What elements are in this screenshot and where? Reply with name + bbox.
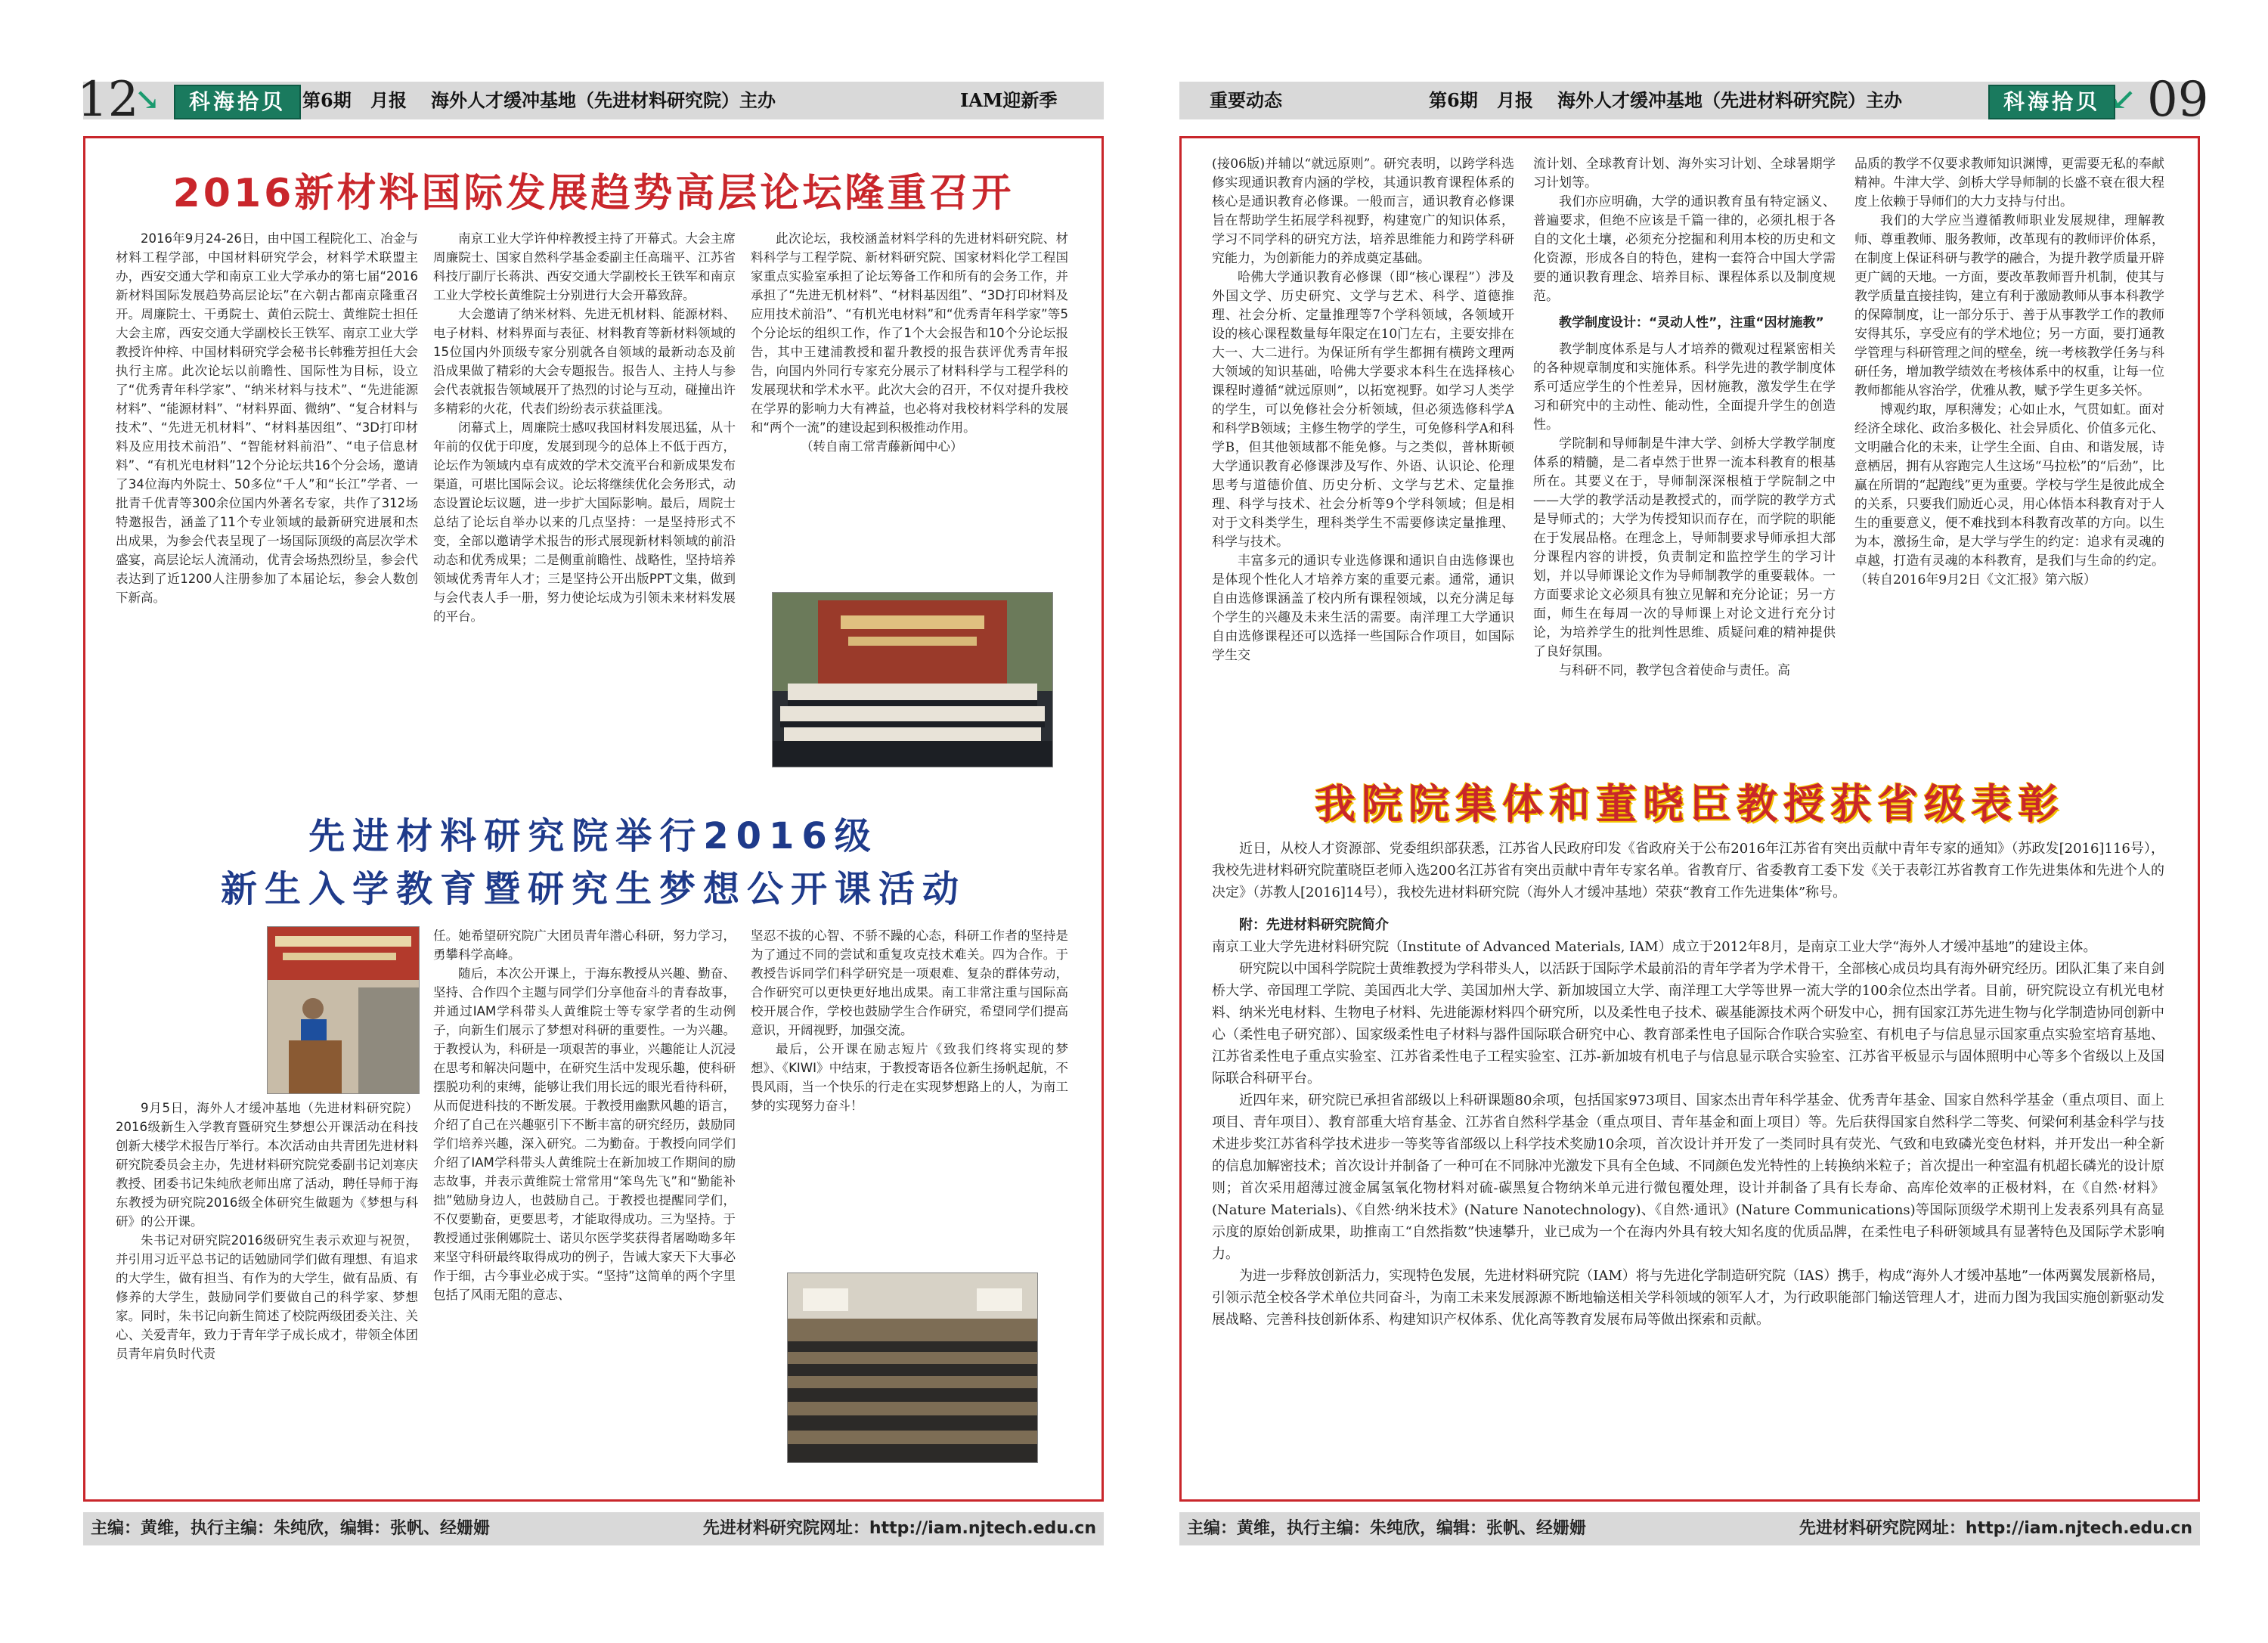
paragraph: 我们亦应明确，大学的通识教育虽有特定涵义、普遍要求，但绝不应该是千篇一律的，必须扎根于各自的文化土壤，必须充分挖掘和利用本校的历史和文化资源，形成各自的特色，建构一套符合中国大学需要的通识教育理念、培养目标、课程体系以及制度规范。 (1533, 194, 1836, 304)
article-column (433, 229, 736, 894)
header-type: 月报 (1497, 89, 1533, 111)
paragraph: 为进一步释放创新活力，实现特色发展，先进材料研究院（IAM）将与先进化学制造研究院（IAS）携手，构成“海外人才缓冲基地”一体两翼发展新格局，引领示范全校各学术单位共同奋斗，为南工未来发展源源不断地输送相关学科领域的领军人才，为行政职能部门输送管理人才，进而力图为我国实施创新驱动发展战略、完善科技创新体系、构建知识产权体系、优化高等教育发展布局等做出探索和贡献。 (1212, 1268, 2164, 1328)
paragraph: 丰富多元的通识专业选修课和通识自由选修课也是体现个性化人才培养方案的重要元素。通常，通识自由选修课涵盖了校内所有课程领域，以充分满足每个学生的兴趣及未来生活的需要。南洋理工大学通识自由选修课程还可以选择一些国际合作项目，如国际学生交 (1212, 553, 1514, 663)
paragraph: 任。她希望研究院广大团员青年潜心科研，努力学习，勇攀科学高峰。 (433, 928, 736, 962)
article-column (116, 229, 418, 894)
lecture-hall-photo (787, 1273, 1038, 1463)
left-page (77, 0, 1172, 1638)
footer-editors: 主编：黄维，执行主编：朱纯欣，编辑：张帆、经姗姗 (91, 1519, 491, 1538)
lecture-speaker-photo (267, 926, 420, 1094)
paragraph: 研究院以中国科学院院士黄维教授为学科带头人，以活跃于国际学术最前沿的青年学者为学术骨干，全部核心成员均具有海外研究经历。团队汇集了来自剑桥大学、帝国理工学院、美国西北大学、美国加州大学、新加坡国立大学、南洋理工大学等世界一流大学的100余位杰出学者。目前，研究院设立有机光电材料、纳米光电材料、生物电子材料、先进能源材料四个研究所，以及柔性电子技术、碳基能源技术两个研发中心，拥有国家江苏先进生物与化学制造协同创新中心（柔性电子研究部）、国家级柔性电子材料与器件国际联合研究中心、教育部柔性电子国际合作联合实验室、有机电子与信息显示国家重点实验室培育基地、江苏省柔性电子重点实验室、江苏省柔性电子工程实验室、江苏-新加坡有机电子与信息显示联合实验室、江苏省平板显示与固体照明中心等多个省级以上及国际联合科研平台。 (1212, 961, 2164, 1087)
paragraph: 与科研不同，教学包含着使命与责任。高 (1559, 663, 1790, 678)
section-tab: 科海拾贝 (174, 85, 301, 119)
paragraph: 2016年9月24-26日，由中国工程院化工、冶金与材料工程学部，中国材料研究学会，材料学术联盟主办，西安交通大学和南京工业大学承办的第七届“2016新材料国际发展趋势高层论坛”在六朝古都南京隆重召开。周廉院士、干勇院士、黄伯云院士、黄维院士担任大会主席，西安交通大学副校长王铁军、南京工业大学教授许仲梓、中国材料研究学会秘书长韩雅芳担任大会执行主席。此次论坛以前瞻性、国际性为目标，设立了“优秀青年科学家”、“纳米材料与技术”、“先进能源材料”、“能源材料”、“材料界面、微纳”、“复合材料与技术”、“先进无机材料”、“材料基因组”、“3D打印材料及应用技术前沿”、“智能材料前沿”、“电子信息材料”、“有机光电材料”12个分论坛共16个分会场，邀请了34位海内外院士、50多位“千人”和“长江”学者、一批青千优青等300余位国内外著名专家，共作了312场特邀报告，涵盖了11个专业领域的最新研究进展和杰出成果，为参会代表呈现了一场国际顶级的高层次学术盛宴，高层论坛人流涌动，优青会场热烈纷呈，参会代表达到了近1200人注册参加了本届论坛，参会人数创下新高。 (116, 231, 418, 605)
paragraph: 闭幕式上，周廉院士感叹我国材料发展迅猛，从十年前的仅优于印度，发展到现今的总体上不低于西方，论坛作为领域内卓有成效的学术交流平台和新成果发布渠道，可堪比国际会议。论坛将继续优化会务形式，动态设置论坛议题，进一步扩大国际影响。最后，周院士总结了论坛自举办以来的几点坚持：一是坚持形式不变，全部以邀请学术报告的形式展现新材料领域的前沿动态和优秀成果；二是侧重前瞻性、战略性，坚持培养领域优秀青年人才；三是坚持公开出版PPT文集，做到与会代表人手一册，努力使论坛成为引领未来材料发展的平台。 (433, 420, 736, 624)
article-title: 我院院集体和董晓臣教授获省级表彰 (1315, 780, 2065, 828)
footer-bar (83, 1512, 1104, 1545)
footer-website[interactable]: 先进材料研究院网址：http://iam.njtech.edu.cn (702, 1519, 1096, 1538)
paragraph: 教学制度体系是与人才培养的微观过程紧密相关的各种规章制度和实施体系。科学先进的教学制度体系可适应学生的个性差异，因材施教，激发学生在学习和研究中的主动性、能动性，全面提升学生的创造性。 (1533, 342, 1836, 432)
paragraph: 朱书记对研究院2016级研究生表示欢迎与祝贺，并引用习近平总书记的话勉励同学们做有理想、有追求的大学生，做有担当、有作为的大学生，做有品质、有修养的大学生，鼓励同学们要做自己的科学家、梦想家。同时，朱书记向新生简述了校院两级团委关注、关心、关爱青年，致力于青年学子成长成才，带领全体团员青年肩负时代责 (116, 1233, 418, 1361)
paragraph: 博观约取，厚积薄发；心如止水，气贯如虹。面对经济全球化、政治多极化、社会异质化、价值多元化、文明融合化的未来，让学生全面、自由、和谐发展，诗意栖居，拥有从容跑完人生这场“马拉松”的“后劲”，比赢在所谓的“起跑线”更为重要。学校与学生是彼此成全的关系，只要我们励近心灵，用心体悟本科教育对于人生的重要意义，便不难找到本科教育改革的方向。以生为本，激扬生命，是大学与学生的约定：追求有灵魂的卓越，打造有灵魂的本科教育，是我们与生命的约定。（转自2016年9月2日《文汇报》第六版） (1854, 402, 2164, 587)
article-column (1854, 155, 2164, 737)
paragraph: 近四年来，研究院已承担省部级以上科研课题80余项，包括国家973项目、国家杰出青年科学基金、优秀青年基金、国家自然科学基金（重点项目、面上项目、青年项目）、教育部重大培育基金、江苏省自然科学基金（重点项目、青年基金和面上项目）等。先后获得国家自然科学二等奖、何梁何利基金科学与技术进步奖江苏省科学技术进步一等奖等省部级以上科学技术奖励10余项，首次设计并开发了一类同时具有荧光、气致和电致磷光变色材料，并开发出一种全新的信息加解密技术；首次设计并制备了一种可在不同脉冲光激发下具有全色域、不同颜色发光特性的上转换纳米粒子；首次提出一种室温有机超长磷光的设计原则；首次采用超薄过渡金属氢氧化物材料对硫-碳黑复合物纳米单元进行微包覆处理，设计并制备了具有长寿命、高库伦效率的正极材料，在《自然·材料》(Nature Materials)、《自然·纳米技术》(Nature Nanotechnology)、《自然·通讯》(Nature Communications)等国际顶级学术期刊上发表系列具有高显示度的原始创新成果，助推南工“自然指数”快速攀升，业已成为一个在海内外具有较大知名度的优质品牌，在柔性电子科研领域具有显著特色及国际学术影响力。 (1212, 1093, 2164, 1262)
article-body (1212, 838, 2164, 1488)
article-column (751, 229, 1068, 577)
paragraph: 哈佛大学通识教育必修课（即“核心课程”）涉及外国文学、历史研究、文学与艺术、科学、道德推理、社会分析、定量推理等7个学科领域，各领域开设的核心课程数量每年限定在10门左右，主要安排在大一、大二进行。为保证所有学生都拥有横跨文理两大领域的知识基础，哈佛大学要求本科生在选择核心课程时遵循“就远原则”，以拓宽视野。如学习人类学的学生，可以免修社会分析领域，但必须选修科学A和科学B领域；主修生物学的学生，可免修科学A和科学B，但其他领域都不能免修。与之类似，普林斯顿大学通识教育必修课涉及写作、外语、认识论、伦理思考与道德价值、历史分析、文学与艺术、定量推理、科学与技术、社会分析等9个学科领域；但是相对于文科类学生，理科类学生不需要修读定量推理、科学与技术。 (1212, 270, 1514, 550)
paragraph: 品质的教学不仅要求教师知识渊博，更需要无私的奉献精神。牛津大学、剑桥大学导师制的长盛不衰在很大程度上依赖于导师们的大力支持与付出。 (1854, 157, 2164, 209)
annex-title: 附：先进材料研究院简介 (1239, 917, 1389, 933)
arrow-down-left-icon: ↙ (2111, 82, 2136, 117)
page-number: 12 (77, 72, 139, 128)
paragraph: 我们的大学应当遵循教师职业发展规律，理解教师、尊重教师、服务教师，改革现有的教师评价体系，在制度上保证科研与教学的融合，为提升教学质量开辟更广阔的天地。一方面，要改革教师晋升机制，使其与教学质量直接挂钩，建立有利于激励教师从事本科教学的保障制度，让一部分乐于、善于从事教学工作的教师安得其乐，享受应有的学术地位；另一方面，要打通教学管理与科研管理之间的壁垒，统一考核教学任务与科研任务，增加教学绩效在考核体系中的权重，让每一位教师都能从容治学，优雅从教，赋予学生更多关怀。 (1854, 213, 2164, 398)
right-page (1179, 0, 2268, 1638)
paragraph: 近日，从校人才资源部、党委组织部获悉，江苏省人民政府印发《省政府关于公布2016年江苏省有突出贡献中青年专家的通知》（苏政发[2016]116号），我校先进材料研究院董晓臣老师入选200名江苏省有突出贡献中青年专家名单。省教育厅、省委教育工委下发《关于表彰江苏省教育工作先进集体和先进个人的决定》（苏教人[2016]14号），我校先进材料研究院（海外人才缓冲基地）荣获“教育工作先进集体”称号。 (1212, 841, 2164, 901)
section-tab: 科海拾贝 (1988, 85, 2115, 119)
paragraph: 随后，本次公开课上，于海东教授从兴趣、勤奋、坚持、合作四个主题与同学们分享他奋斗的青春故事，并通过IAM学科带头人黄维院士等专家学者的生动例子，向新生们展示了梦想对科研的重要性。一为兴趣。于教授认为，科研是一项艰苦的事业，兴趣能让人沉浸在思考和解决问题中，在研究生活中发现乐趣，使科研摆脱功利的束缚，能够让我们用长远的眼光看待科研，从而促进科技的不断发展。于教授用幽默风趣的语言，介绍了自己在兴趣驱引下不断丰富的研究经历，鼓励同学们培养兴趣，深入研究。二为勤奋。于教授向同学们介绍了IAM学科带头人黄维院士在新加坡工作期间的励志故事，并表示黄维院士常常用“笨鸟先飞”和“勤能补拙”勉励身边人，也鼓励自己。于教授也提醒同学们，不仅要勤奋，更要思考，才能取得成功。三为坚持。于教授通过张俐娜院士、诺贝尔医学奖获得者屠呦呦多年来坚守科研最终取得成功的例子，告诫大家天下大事必作于细，古今事业必成于实。“坚持”这简单的两个字里包括了风雨无阻的意志、 (433, 966, 736, 1302)
header-column-name: IAM迎新季 (960, 89, 1058, 111)
page-number: 09 (2147, 72, 2209, 128)
article-column (751, 926, 1068, 1214)
article-title: 2016新材料国际发展趋势高层论坛隆重召开 (172, 171, 1015, 216)
content-frame (1179, 136, 2200, 1502)
source-note: （转自南工常青藤新闻中心） (801, 439, 963, 454)
header-sponsor: 海外人才缓冲基地（先进材料研究院）主办 (431, 89, 776, 111)
subheading: 教学制度设计：“灵动人性”，注重“因材施教” (1559, 315, 1824, 330)
paragraph: 大会邀请了纳米材料、先进无机材料、能源材料、电子材料、材料界面与表征、材料教育等新材料领域的15位国内外顶级专家分别就各自领域的最新动态及前沿成果做了精彩的大会专题报告。报告人、主持人与参会代表就报告领域展开了热烈的讨论与互动，碰撞出许多精彩的火花，代表们纷纷表示获益匪浅。 (433, 307, 736, 416)
footer-bar (1179, 1512, 2200, 1545)
paragraph: 最后，公开课在励志短片《致我们终将实现的梦想》、《KIWI》中结束，于教授寄语各位新生扬帆起航，不畏风雨，当一个快乐的行走在实现梦想路上的人，为南工梦的实现努力奋斗！ (751, 1042, 1068, 1113)
paragraph: 流计划、全球教育计划、海外实习计划、全球暑期学习计划等。 (1533, 157, 1836, 191)
article-column (1533, 155, 1836, 737)
footer-editors: 主编：黄维，执行主编：朱纯欣，编辑：张帆、经姗姗 (1187, 1519, 1587, 1538)
header-sponsor: 海外人才缓冲基地（先进材料研究院）主办 (1557, 89, 1902, 111)
paragraph: 坚忍不拔的心智、不骄不躁的心态，科研工作者的坚持是为了通过不同的尝试和重复攻克技术难关。四为合作。于教授告诉同学们科学研究是一项艰难、复杂的群体劳动，合作研究可以更快更好地出成果。南工非常注重与国际高校开展合作，学校也鼓励学生合作研究，希望同学们提高意识，开阔视野，加强交流。 (751, 928, 1068, 1037)
forum-group-photo (772, 592, 1053, 767)
paragraph: 此次论坛，我校涵盖材料学科的先进材料研究院、材料科学与工程学院、新材料研究院、国家材料化学工程国家重点实验室承担了论坛筹备工作和所有的会务工作，并承担了“先进无机材料”、“材料基因组”、“3D打印材料及应用技术前沿”、“有机光电材料”和“优秀青年科学家”等5个分论坛的组织工作，作了1个大会报告和10个分论坛报告，其中王建浦教授和翟升教授的报告获评优秀青年报告，向国内外同行专家充分展示了材料科学与工程学科的发展现状和学术水平。此次大会的召开，不仅对提升我校在学界的影响力大有裨益，也必将对我校材料学科的发展和“两个一流”的建设起到积极推动作用。 (751, 231, 1068, 435)
footer-website[interactable]: 先进材料研究院网址：http://iam.njtech.edu.cn (1799, 1519, 2192, 1538)
article-title-line2: 新生入学教育暨研究生梦想公开课活动 (220, 868, 966, 910)
header-issue: 第6期 (302, 89, 352, 111)
header-type: 月报 (370, 89, 407, 111)
arrow-down-right-icon: ↘ (135, 82, 160, 117)
article-column (433, 926, 736, 1486)
header-column-name: 重要动态 (1210, 89, 1282, 111)
paragraph: 南京工业大学许仲梓教授主持了开幕式。大会主席周廉院士、国家自然科学基金委副主任高瑞平、江苏省科技厅副厅长蒋洪、西安交通大学副校长王铁军和南京工业大学校长黄维院士分别进行大会开幕致辞。 (433, 231, 736, 302)
article-column (1212, 155, 1514, 737)
paragraph: 学院制和导师制是牛津大学、剑桥大学教学制度体系的精髓，是二者卓然于世界一流本科教育的根基所在。其要义在于，导师制深深根植于学院制之中——大学的教学活动是教授式的，而学院的教学方式是导师式的；大学为传授知识而存在，而学院的职能在于发展品格。在理念上，导师制要求导师承担大部分课程内容的讲授，负责制定和监控学生的学习计划，并以导师课论文作为导师制教学的重要载体。一方面要求论文必须具有独立见解和充分论证；另一方面，师生在每周一次的导师课上对论文进行充分讨论，为培养学生的批判性思维、质疑问难的精神提供了良好氛围。 (1533, 436, 1836, 659)
paragraph: 9月5日，海外人才缓冲基地（先进材料研究院）2016级新生入学教育暨研究生梦想公开课活动在科技创新大楼学术报告厅举行。本次活动由共青团先进材料研究院委员会主办，先进材料研究院党委副书记刘寒庆教授、团委书记朱纯欣老师出席了活动，聘任导师于海东教授为研究院2016级全体研究生做题为《梦想与科研》的公开课。 (116, 1101, 418, 1229)
article-title-line1: 先进材料研究院举行2016级 (308, 815, 878, 857)
paragraph: (接06版)并辅以“就远原则”。研究表明，以跨学科选修实现通识教育内涵的学校，其通识教育课程体系的核心是通识教育必修课。一般而言，通识教育必修课旨在帮助学生拓展学科视野，构建宽广的知识体系，学习不同学科的研究方法，培养思维能力和跨学科研究能力，为创新能力的养成奠定基础。 (1212, 157, 1514, 266)
header-issue: 第6期 (1429, 89, 1478, 111)
paragraph: 南京工业大学先进材料研究院（Institute of Advanced Materials, IAM）成立于2012年8月，是南京工业大学“海外人才缓冲基地”的建设主体。 (1212, 939, 2097, 955)
content-frame (83, 136, 1104, 1502)
article-column (116, 1099, 418, 1643)
